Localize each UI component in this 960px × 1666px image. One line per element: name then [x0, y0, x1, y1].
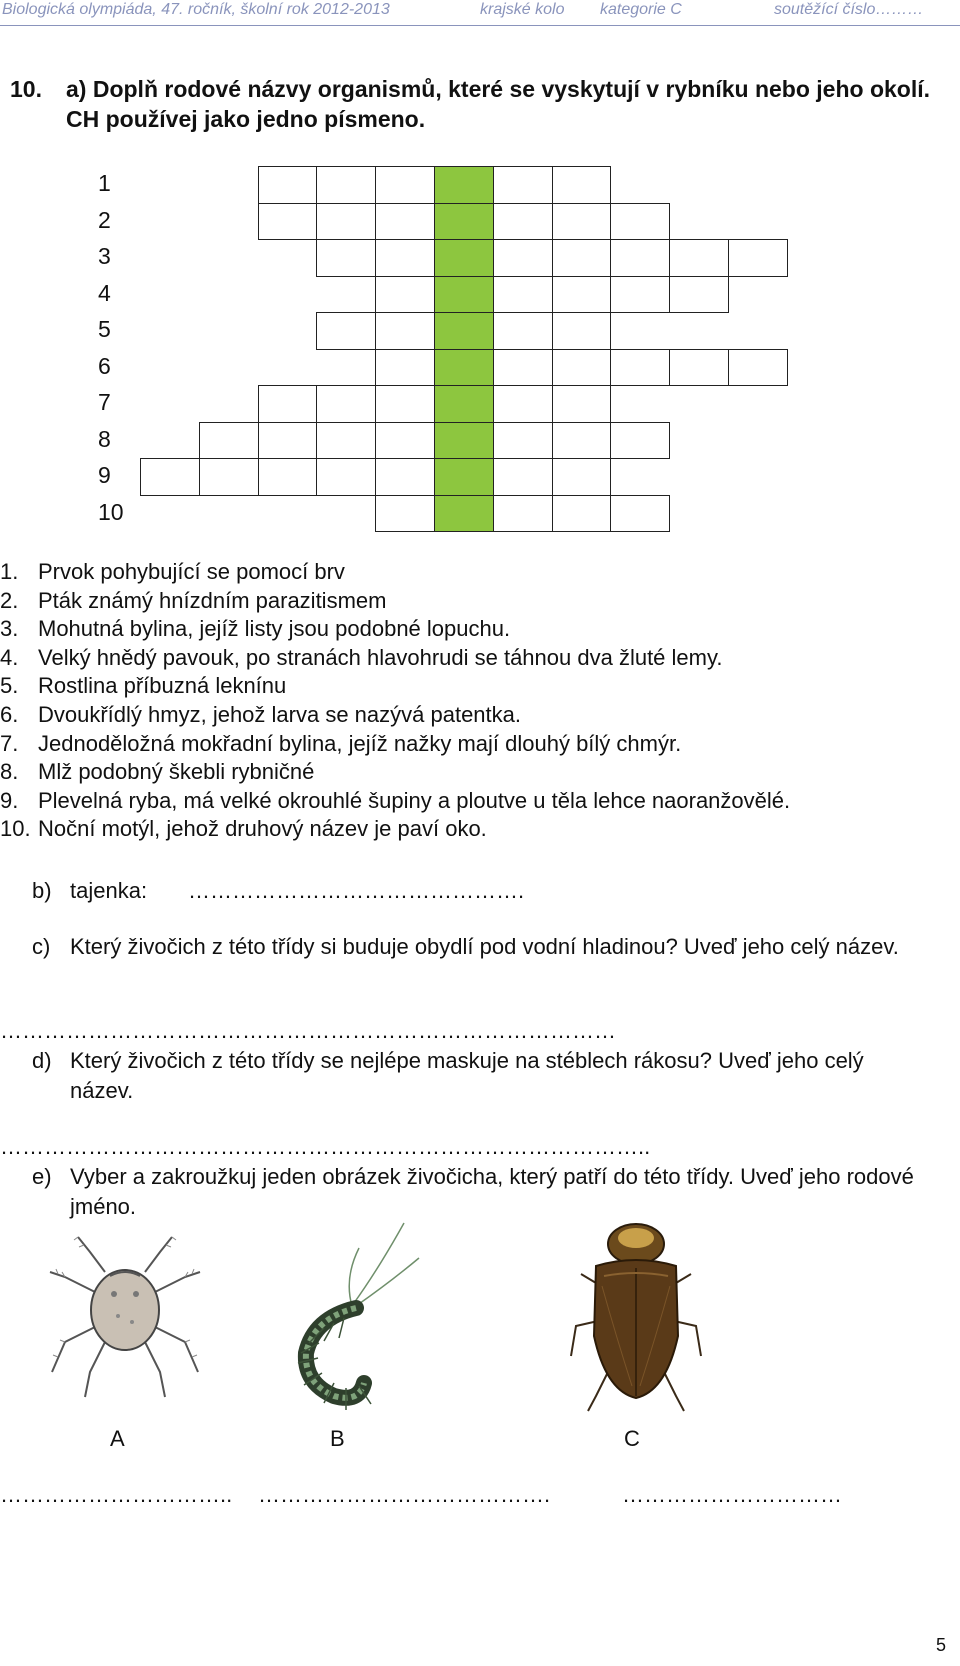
crossword-cell[interactable]	[552, 385, 612, 423]
header-title: Biologická olympiáda, 47. ročník, školní rok 2012-2013	[2, 1, 390, 18]
crossword-solution-cell[interactable]	[434, 203, 494, 241]
crossword-row-number: 1	[98, 170, 111, 196]
clue-number: 2.	[0, 587, 19, 613]
crossword-cell[interactable]	[258, 203, 318, 241]
crossword-cell[interactable]	[610, 276, 670, 314]
crossword-cell[interactable]	[610, 349, 670, 387]
header-category: kategorie C	[600, 1, 682, 18]
water-beetle-image[interactable]	[566, 1216, 706, 1412]
crossword-cell[interactable]	[610, 239, 670, 277]
crossword-cell[interactable]	[375, 422, 435, 460]
clue-text: Pták známý hnízdním parazitismem	[38, 587, 387, 613]
crossword-cell[interactable]	[610, 422, 670, 460]
crossword-cell[interactable]	[493, 385, 553, 423]
clue-item	[0, 588, 920, 616]
crossword-cell[interactable]	[493, 239, 553, 277]
clue-item	[0, 788, 920, 816]
part-c-text: Který živočich z této třídy si buduje obydlí pod vodní hladinou? Uveď jeho celý název.	[70, 934, 899, 959]
crossword-cell[interactable]	[610, 495, 670, 533]
crossword-cell[interactable]	[316, 239, 376, 277]
crossword-cell[interactable]	[552, 166, 612, 204]
crossword-cell[interactable]	[375, 166, 435, 204]
clue-number: 7.	[0, 730, 19, 756]
clue-number: 6.	[0, 702, 19, 727]
page-number: 5	[936, 1635, 947, 1655]
question-number: 10.	[10, 76, 42, 102]
part-b-label: b)	[32, 878, 52, 903]
crossword-cell[interactable]	[258, 385, 318, 423]
clue-number: 4.	[0, 644, 19, 670]
crossword-solution-cell[interactable]	[434, 495, 494, 533]
crossword-solution-cell[interactable]	[434, 458, 494, 496]
part-b-answer[interactable]: ……………………………………….	[188, 878, 525, 903]
crossword-cell[interactable]	[316, 312, 376, 350]
crossword-cell[interactable]	[375, 458, 435, 496]
crossword-cell[interactable]	[669, 349, 729, 387]
clue-number: 10.	[0, 816, 31, 842]
part-e-label: e)	[32, 1164, 52, 1189]
crossword-solution-cell[interactable]	[434, 312, 494, 350]
clue-text: Dvoukřídlý hmyz, jehož larva se nazývá patentka.	[38, 702, 522, 727]
crossword-cell[interactable]	[669, 239, 729, 277]
part-d-text: Který živočich z této třídy se nejlépe maskuje na stéblech rákosu? Uveď jeho celý název.	[70, 1048, 864, 1103]
answer-a[interactable]: …………………………..	[0, 1482, 233, 1507]
answer-c[interactable]: …………………………	[622, 1482, 842, 1507]
clue-number: 1.	[0, 559, 19, 584]
crossword-cell[interactable]	[669, 276, 729, 314]
clue-text: Prvok pohybující se pomocí brv	[38, 559, 345, 584]
part-d-label: d)	[32, 1048, 52, 1073]
answer-b[interactable]: ………………………………….	[258, 1482, 551, 1507]
crossword-row-number: 3	[98, 243, 111, 269]
crossword-cell[interactable]	[199, 422, 259, 460]
crossword-row-number: 2	[98, 206, 111, 233]
crossword-cell[interactable]	[140, 458, 200, 496]
part-d-answer[interactable]: ……………………………………………………………………………..	[0, 1134, 651, 1159]
clue-text: Mohutná bylina, jejíž listy jsou podobné lopuchu.	[38, 616, 511, 642]
crossword-row-number: 5	[98, 316, 111, 342]
clue-text: Jednoděložná mokřadní bylina, jejíž nažky mají dlouhý bílý chmýr.	[38, 730, 682, 756]
crossword-cell[interactable]	[493, 458, 553, 496]
crossword-solution-cell[interactable]	[434, 276, 494, 314]
crossword-cell[interactable]	[375, 203, 435, 241]
clue-text: Velký hnědý pavouk, po stranách hlavohrudi se táhnou dva žluté lemy.	[38, 644, 723, 670]
crossword-cell[interactable]	[493, 203, 553, 241]
crossword-cell[interactable]	[316, 166, 376, 204]
crossword-row-number: 7	[98, 389, 111, 415]
clue-number: 5.	[0, 673, 19, 699]
clue-number: 3.	[0, 616, 19, 642]
clue-item	[0, 616, 920, 644]
crossword-cell[interactable]	[375, 312, 435, 350]
crossword-cell[interactable]	[258, 166, 318, 204]
crossword-cell[interactable]	[728, 349, 788, 387]
part-e-text: Vyber a zakroužkuj jeden obrázek živočicha, který patří do této třídy. Uveď jeho rodové jméno.	[70, 1164, 914, 1219]
part-b-text: tajenka:	[70, 878, 148, 903]
crossword-cell[interactable]	[552, 458, 612, 496]
crossword-cell[interactable]	[552, 349, 612, 387]
crossword-row-number: 8	[98, 425, 111, 452]
crossword-cell[interactable]	[316, 385, 376, 423]
header-number: soutěžící číslo………	[774, 1, 924, 18]
crossword-cell[interactable]	[316, 458, 376, 496]
crossword-cell[interactable]	[552, 495, 612, 533]
water-mite-image[interactable]	[40, 1232, 210, 1402]
clue-item	[0, 645, 920, 673]
figure-label-b: B	[330, 1426, 345, 1451]
crossword-cell[interactable]	[375, 495, 435, 533]
question-text: a) Doplň rodové názvy organismů, které se vyskytují v rybníku nebo jeho okolí. CH používej jako jedno písmeno.	[66, 76, 931, 132]
crossword-grid	[0, 0, 960, 560]
header-round: krajské kolo	[480, 1, 565, 18]
crossword-row-number: 4	[98, 279, 111, 306]
crossword-cell[interactable]	[375, 276, 435, 314]
clue-text: Mlž podobný škebli rybničné	[38, 759, 315, 785]
crossword-cell[interactable]	[552, 239, 612, 277]
clue-text: Plevelná ryba, má velké okrouhlé šupiny a ploutve u těla lehce naoranžovělé.	[38, 787, 791, 813]
crossword-cell[interactable]	[258, 422, 318, 460]
crossword-row-number: 6	[98, 352, 111, 379]
part-c-label: c)	[32, 934, 51, 959]
clue-item	[0, 702, 920, 730]
crossword-row-number: 9	[98, 462, 111, 488]
crossword-cell[interactable]	[199, 458, 259, 496]
crossword-solution-cell[interactable]	[434, 349, 494, 387]
clue-number: 9.	[0, 787, 19, 813]
clue-item	[0, 759, 920, 787]
crossword-cell[interactable]	[552, 312, 612, 350]
crossword-cell[interactable]	[375, 349, 435, 387]
crossword-cell[interactable]	[493, 312, 553, 350]
crossword-cell[interactable]	[316, 422, 376, 460]
crossword-cell[interactable]	[258, 458, 318, 496]
clue-item	[0, 559, 920, 587]
crossword-solution-cell[interactable]	[434, 239, 494, 277]
part-c-answer[interactable]: …………………………………………………………………………	[0, 1018, 616, 1043]
clue-number: 8.	[0, 759, 19, 785]
crossword-solution-cell[interactable]	[434, 166, 494, 204]
amphipod-image[interactable]	[284, 1218, 424, 1418]
figure-label-c: C	[624, 1426, 640, 1451]
crossword-cell[interactable]	[375, 385, 435, 423]
crossword-cell[interactable]	[552, 422, 612, 460]
crossword-cell[interactable]	[610, 203, 670, 241]
crossword-cell[interactable]	[552, 276, 612, 314]
clue-item	[0, 673, 920, 701]
figure-label-a: A	[110, 1426, 125, 1451]
crossword-cell[interactable]	[375, 239, 435, 277]
crossword-solution-cell[interactable]	[434, 422, 494, 460]
crossword-cell[interactable]	[493, 166, 553, 204]
clue-item	[0, 731, 920, 759]
clue-item	[0, 816, 920, 844]
crossword-cell[interactable]	[316, 203, 376, 241]
clue-text: Noční motýl, jehož druhový název je paví oko.	[38, 816, 487, 842]
crossword-cell[interactable]	[493, 422, 553, 460]
crossword-solution-cell[interactable]	[434, 385, 494, 423]
crossword-row-number: 10	[98, 498, 124, 525]
crossword-cell[interactable]	[493, 349, 553, 387]
crossword-cell[interactable]	[493, 495, 553, 533]
crossword-cell[interactable]	[552, 203, 612, 241]
crossword-cell[interactable]	[728, 239, 788, 277]
clue-text: Rostlina příbuzná leknínu	[38, 673, 287, 699]
crossword-cell[interactable]	[493, 276, 553, 314]
